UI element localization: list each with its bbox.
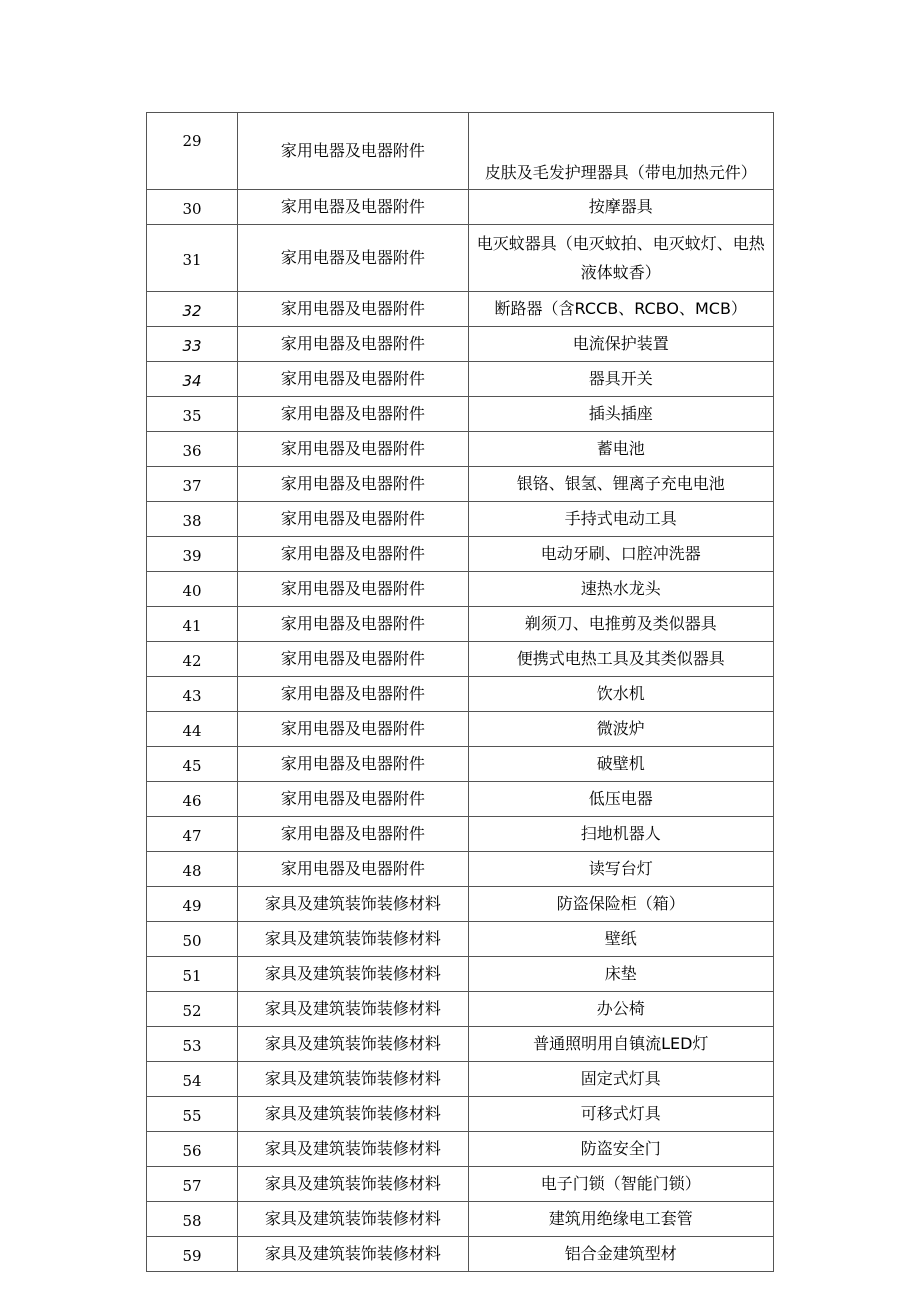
row-product: 皮肤及毛发护理器具（带电加热元件） [468, 113, 774, 190]
table-row [147, 817, 774, 852]
row-product: 电灭蚊器具（电灭蚊拍、电灭蚊灯、电热液体蚊香） [468, 225, 774, 292]
row-category: 家用电器及电器附件 [238, 502, 468, 537]
table-row [147, 1097, 774, 1132]
table-row [147, 922, 774, 957]
row-product: 电动牙刷、口腔冲洗器 [468, 537, 774, 572]
row-product: 按摩器具 [468, 190, 774, 225]
row-number: 36 [147, 432, 238, 467]
row-category: 家用电器及电器附件 [238, 607, 468, 642]
row-product: 手持式电动工具 [468, 502, 774, 537]
row-number: 48 [147, 852, 238, 887]
row-number: 39 [147, 537, 238, 572]
row-category: 家具及建筑装饰装修材料 [238, 887, 468, 922]
row-category: 家用电器及电器附件 [238, 852, 468, 887]
table-row [147, 712, 774, 747]
table-row [147, 1237, 774, 1272]
row-number: 32 [147, 292, 238, 327]
row-product: 办公椅 [468, 992, 774, 1027]
row-product: 饮水机 [468, 677, 774, 712]
row-number: 35 [147, 397, 238, 432]
row-category: 家用电器及电器附件 [238, 362, 468, 397]
row-number: 45 [147, 747, 238, 782]
table-row [147, 397, 774, 432]
row-number: 40 [147, 572, 238, 607]
row-number: 43 [147, 677, 238, 712]
row-number: 52 [147, 992, 238, 1027]
row-number: 37 [147, 467, 238, 502]
table-row [147, 782, 774, 817]
row-number: 34 [147, 362, 238, 397]
table-row [147, 190, 774, 225]
table-row [147, 327, 774, 362]
row-product: 电流保护装置 [468, 327, 774, 362]
table-row [147, 1202, 774, 1237]
table-row [147, 607, 774, 642]
row-number: 49 [147, 887, 238, 922]
row-category: 家用电器及电器附件 [238, 225, 468, 292]
table-row [147, 992, 774, 1027]
row-category: 家用电器及电器附件 [238, 677, 468, 712]
row-number: 56 [147, 1132, 238, 1167]
row-product: 普通照明用自镇流LED灯 [468, 1027, 774, 1062]
row-number: 33 [147, 327, 238, 362]
row-category: 家用电器及电器附件 [238, 397, 468, 432]
row-number: 29 [147, 113, 238, 190]
row-category: 家具及建筑装饰装修材料 [238, 1097, 468, 1132]
row-number: 57 [147, 1167, 238, 1202]
row-category: 家具及建筑装饰装修材料 [238, 1132, 468, 1167]
row-product: 断路器（含RCCB、RCBO、MCB） [468, 292, 774, 327]
row-category: 家具及建筑装饰装修材料 [238, 1202, 468, 1237]
table-row [147, 747, 774, 782]
table-row [147, 1027, 774, 1062]
row-category: 家用电器及电器附件 [238, 572, 468, 607]
row-product: 固定式灯具 [468, 1062, 774, 1097]
row-number: 50 [147, 922, 238, 957]
row-category: 家用电器及电器附件 [238, 292, 468, 327]
row-product: 速热水龙头 [468, 572, 774, 607]
row-number: 59 [147, 1237, 238, 1272]
row-product: 便携式电热工具及其类似器具 [468, 642, 774, 677]
row-product: 防盗安全门 [468, 1132, 774, 1167]
row-category: 家用电器及电器附件 [238, 190, 468, 225]
row-product: 剃须刀、电推剪及类似器具 [468, 607, 774, 642]
table-row [147, 113, 774, 190]
table-row [147, 502, 774, 537]
row-product: 微波炉 [468, 712, 774, 747]
row-category: 家用电器及电器附件 [238, 747, 468, 782]
row-product: 银铬、银氢、锂离子充电电池 [468, 467, 774, 502]
row-category: 家具及建筑装饰装修材料 [238, 922, 468, 957]
row-category: 家用电器及电器附件 [238, 467, 468, 502]
table-body [147, 113, 774, 1272]
row-number: 55 [147, 1097, 238, 1132]
product-catalog-table [146, 112, 774, 1272]
table-row [147, 677, 774, 712]
row-product: 电子门锁（智能门锁） [468, 1167, 774, 1202]
row-product: 床垫 [468, 957, 774, 992]
row-product: 壁纸 [468, 922, 774, 957]
row-category: 家具及建筑装饰装修材料 [238, 992, 468, 1027]
table-row [147, 362, 774, 397]
table-row [147, 1167, 774, 1202]
row-number: 46 [147, 782, 238, 817]
table-row [147, 1062, 774, 1097]
row-number: 44 [147, 712, 238, 747]
row-product: 防盗保险柜（箱） [468, 887, 774, 922]
row-product: 扫地机器人 [468, 817, 774, 852]
table-row [147, 225, 774, 292]
table-row [147, 887, 774, 922]
row-category: 家用电器及电器附件 [238, 432, 468, 467]
table-row [147, 467, 774, 502]
row-product: 读写台灯 [468, 852, 774, 887]
row-product: 铝合金建筑型材 [468, 1237, 774, 1272]
row-number: 53 [147, 1027, 238, 1062]
table-row [147, 292, 774, 327]
table-row [147, 1132, 774, 1167]
row-product: 插头插座 [468, 397, 774, 432]
row-category: 家具及建筑装饰装修材料 [238, 957, 468, 992]
row-category: 家具及建筑装饰装修材料 [238, 1237, 468, 1272]
row-product: 器具开关 [468, 362, 774, 397]
table-row [147, 642, 774, 677]
row-product: 建筑用绝缘电工套管 [468, 1202, 774, 1237]
table-row [147, 957, 774, 992]
table-row [147, 572, 774, 607]
row-category: 家用电器及电器附件 [238, 113, 468, 190]
row-product: 可移式灯具 [468, 1097, 774, 1132]
row-product: 破壁机 [468, 747, 774, 782]
row-number: 30 [147, 190, 238, 225]
row-number: 47 [147, 817, 238, 852]
row-number: 54 [147, 1062, 238, 1097]
row-number: 42 [147, 642, 238, 677]
row-category: 家用电器及电器附件 [238, 817, 468, 852]
row-number: 51 [147, 957, 238, 992]
row-number: 41 [147, 607, 238, 642]
row-category: 家用电器及电器附件 [238, 327, 468, 362]
row-product: 低压电器 [468, 782, 774, 817]
row-category: 家具及建筑装饰装修材料 [238, 1062, 468, 1097]
row-category: 家用电器及电器附件 [238, 642, 468, 677]
row-number: 38 [147, 502, 238, 537]
row-category: 家用电器及电器附件 [238, 712, 468, 747]
table-row [147, 852, 774, 887]
row-category: 家具及建筑装饰装修材料 [238, 1027, 468, 1062]
row-category: 家用电器及电器附件 [238, 782, 468, 817]
row-category: 家用电器及电器附件 [238, 537, 468, 572]
row-category: 家具及建筑装饰装修材料 [238, 1167, 468, 1202]
row-number: 31 [147, 225, 238, 292]
table-row [147, 432, 774, 467]
row-product: 蓄电池 [468, 432, 774, 467]
row-number: 58 [147, 1202, 238, 1237]
table-row [147, 537, 774, 572]
